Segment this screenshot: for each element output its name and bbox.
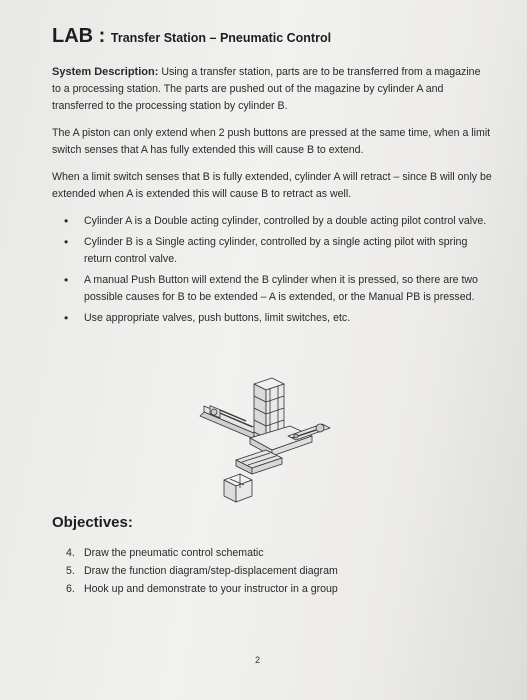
main-content — [52, 22, 492, 331]
objective-text: Hook up and demonstrate to your instructor in a group — [84, 583, 338, 595]
transfer-station-illustration — [196, 376, 336, 506]
objective-number: 6. — [66, 583, 75, 595]
title-name: Transfer Station – Pneumatic Control — [110, 31, 332, 45]
list-item — [64, 234, 492, 268]
bullet-icon: • — [64, 273, 69, 287]
system-description-label: System Description: — [52, 66, 159, 78]
requirements-list — [52, 213, 492, 327]
bullet-icon: • — [64, 235, 69, 249]
objectives-section — [52, 514, 492, 599]
system-description-text: Using a transfer station, parts are to be transferred from a magazine to a processing station. The parts are pushed out of the magazine by cylinder A and transferred to the processing station by cylinder B. — [52, 66, 481, 112]
list-item-text: A manual Push Button will extend the B cylinder when it is pressed, so there are two possible causes for B to be extended – A is extended, or the Manual PB is pressed. — [84, 274, 478, 303]
list-item — [66, 581, 492, 598]
list-item-text: Use appropriate valves, push buttons, limit switches, etc. — [84, 312, 351, 324]
system-description — [52, 64, 492, 115]
list-item-text: Cylinder A is a Double acting cylinder, controlled by a double acting pilot control valve. — [84, 215, 487, 227]
page-number: 2 — [255, 655, 261, 665]
title-prefix: LAB : — [52, 25, 111, 47]
list-item — [64, 272, 492, 306]
bullet-icon: • — [64, 311, 69, 325]
paragraph-limit-switch-b: When a limit switch senses that B is fully extended, cylinder A will retract – since B will only be extended when A is extended this will cause B to retract as well. — [52, 171, 492, 200]
page-title — [52, 22, 492, 52]
list-item-text: Cylinder B is a Single acting cylinder, controlled by a single acting pilot with spring return control valve. — [84, 236, 468, 265]
objective-text: Draw the function diagram/step-displacement diagram — [84, 565, 338, 577]
bullet-icon: • — [64, 214, 69, 228]
paragraph-piston-a: The A piston can only extend when 2 push buttons are pressed at the same time, when a limit switch senses that A has fully extended this will cause B to extend. — [52, 127, 491, 156]
list-item — [64, 213, 492, 230]
objective-number: 5. — [66, 565, 75, 577]
list-item — [66, 545, 492, 562]
objectives-title: Objectives: — [52, 514, 133, 531]
objective-text: Draw the pneumatic control schematic — [84, 547, 264, 559]
objectives-list — [52, 545, 492, 598]
list-item — [66, 563, 492, 580]
objective-number: 4. — [66, 547, 75, 559]
list-item — [64, 310, 492, 327]
